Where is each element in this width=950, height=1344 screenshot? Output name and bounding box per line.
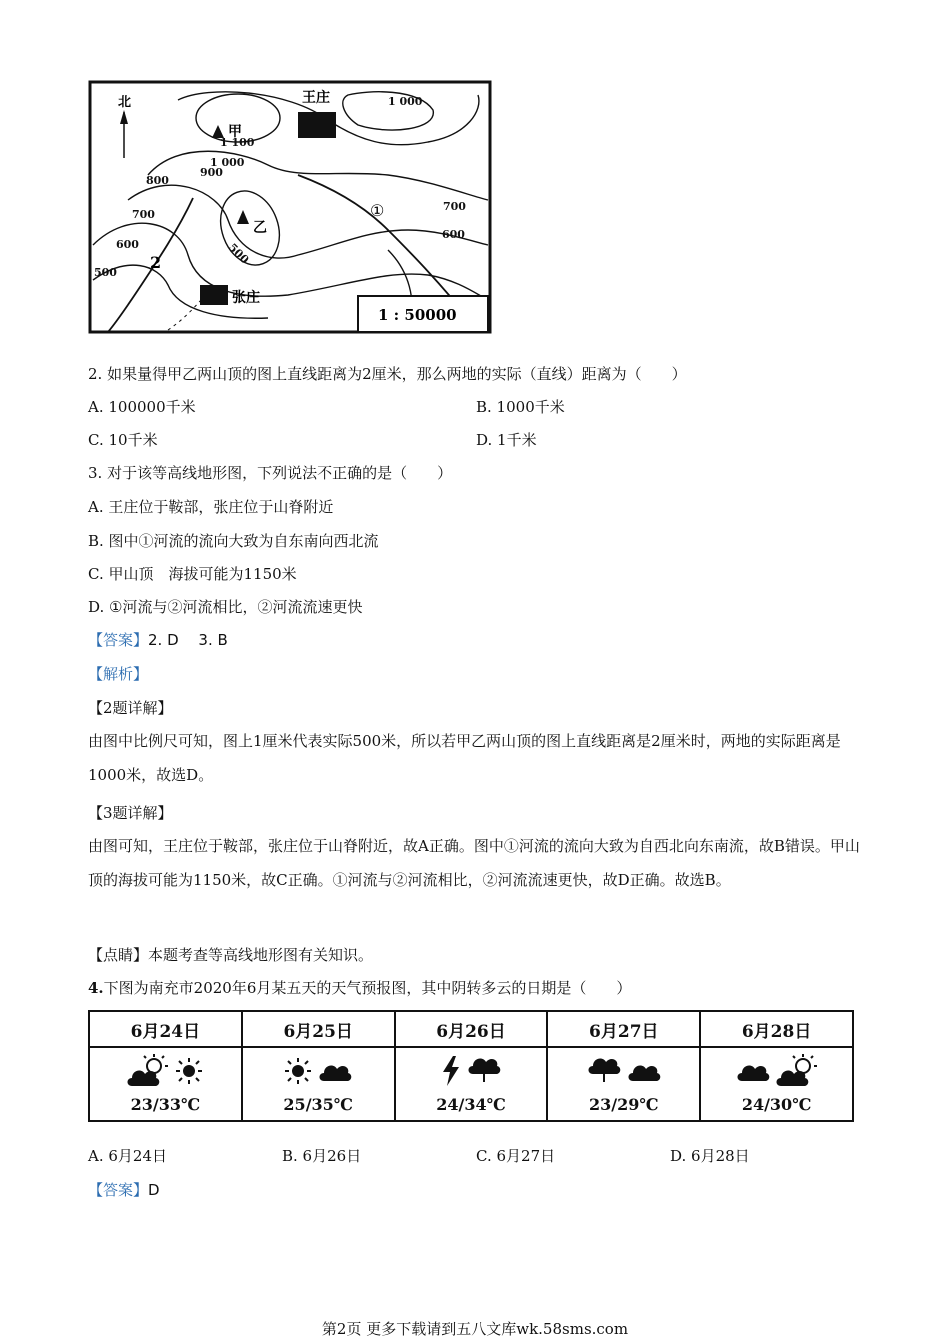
label-jia: 甲 [228,124,242,140]
weather-day-0 [90,1012,243,1120]
weather-temp: 24/34℃ [436,1094,506,1114]
cloud-icon [627,1059,661,1087]
answer-2-label: 【答案】 [88,1181,149,1199]
label-river-2: 2 [150,253,162,272]
q4-option-d: D. 6月28日 [670,1147,750,1165]
height-1000b: 1 000 [388,95,423,108]
height-600a: 600 [116,238,139,251]
north-label: 北 [118,95,132,110]
weather-date: 6月25日 [243,1012,394,1048]
weather-day-1 [243,1012,396,1120]
q2-option-a: A. 100000千米 [88,398,196,416]
q4-stem-text: 下图为南充市2020年6月某五天的天气预报图，其中阴转多云的日期是（ ） [103,979,632,997]
q2-option-b: B. 1000千米 [476,398,565,416]
answer-2-value: D [148,1181,160,1199]
zhangzhuang-icon [200,285,228,305]
weather-temp: 25/35℃ [283,1094,353,1114]
height-800: 800 [146,174,169,187]
height-600b: 600 [442,228,465,241]
wangzhuang-icon [298,112,336,138]
detail-2-label: 【2题详解】 [88,699,173,717]
q2-option-c: C. 10千米 [88,431,158,449]
q4-stem [88,978,631,998]
page-footer: 第2页 更多下载请到五八文库wk.58sms.com [321,1320,629,1338]
label-zhangzhuang: 张庄 [232,290,260,306]
height-700b: 700 [443,200,466,213]
height-500a: 500 [94,266,117,279]
weather-date: 6月26日 [396,1012,547,1048]
q4-option-c: C. 6月27日 [476,1147,556,1165]
weather-date: 6月24日 [90,1012,241,1048]
label-yi: 乙 [253,220,267,236]
weather-date: 6月27日 [548,1012,699,1048]
weather-table [88,1010,854,1122]
weather-temp: 23/33℃ [130,1094,201,1114]
weather-day-4 [701,1012,852,1120]
answer-2 [88,1180,160,1200]
height-900: 900 [200,166,223,179]
cloud-icon [736,1059,770,1087]
weather-temp: 23/29℃ [589,1094,659,1114]
lightning-icon [441,1056,461,1090]
q4-option-b: B. 6月26日 [282,1147,362,1165]
sun-icon [284,1057,312,1089]
weather-day-2 [396,1012,549,1120]
q3-option-d: D. ①河流与②河流相比，②河流流速更快 [88,598,363,616]
q4-number: 4. [88,979,104,997]
height-700a: 700 [132,208,155,221]
rain-cloud-icon [587,1056,621,1090]
q2-stem: 2. 如果量得甲乙两山顶的图上直线距离为2厘米，那么两地的实际（直线）距离为（ ） [88,365,687,383]
sun-icon [175,1057,203,1089]
detail-3-label: 【3题详解】 [88,804,173,822]
label-river-1: ① [370,201,385,220]
q3-option-c: C. 甲山顶 海拔可能为1150米 [88,565,297,583]
height-500b: 500 [225,240,252,267]
answer-1 [88,630,228,650]
answer-1-label: 【答案】 [88,631,149,649]
detail-3-text: 由图可知，王庄位于鞍部，张庄位于山脊附近，故A正确。图中①河流的流向大致为自西北向东南流，故B错误。甲山顶的海拔可能为1150米，故C正确。①河流与②河流相比，②河流流速更快，故D正确。故选B。 [88,837,860,889]
weather-date: 6月28日 [701,1012,852,1048]
cloud-icon [318,1059,352,1087]
partly-cloudy-icon [776,1054,818,1092]
height-1000a: 1 000 [210,156,245,169]
q3-option-a: A. 王庄位于鞍部，张庄位于山脊附近 [88,498,334,516]
scale-label: 1 : 50000 [378,306,457,324]
answer-1-value: 2. D 3. B [148,631,228,649]
detail-2-text: 由图中比例尺可知，图上1厘米代表实际500米，所以若甲乙两山顶的图上直线距离是2厘米时，两地的实际距离是1000米，故选D。 [88,732,841,784]
analysis-label: 【解析】 [88,665,149,683]
weather-temp: 24/30℃ [741,1094,812,1114]
dianjing: 【点睛】本题考查等高线地形图有关知识。 [88,946,374,964]
height-jia: 1 100 [220,136,255,149]
rain-cloud-icon [467,1056,501,1090]
weather-day-3 [548,1012,701,1120]
contour-map [88,80,492,336]
q3-stem: 3. 对于该等高线地形图，下列说法不正确的是（ ） [88,464,453,482]
q3-option-b: B. 图中①河流的流向大致为自东南向西北流 [88,532,379,550]
q2-option-d: D. 1千米 [476,431,537,449]
q4-option-a: A. 6月24日 [88,1147,167,1165]
partly-cloudy-icon [127,1054,169,1092]
label-wangzhuang: 王庄 [302,90,330,106]
